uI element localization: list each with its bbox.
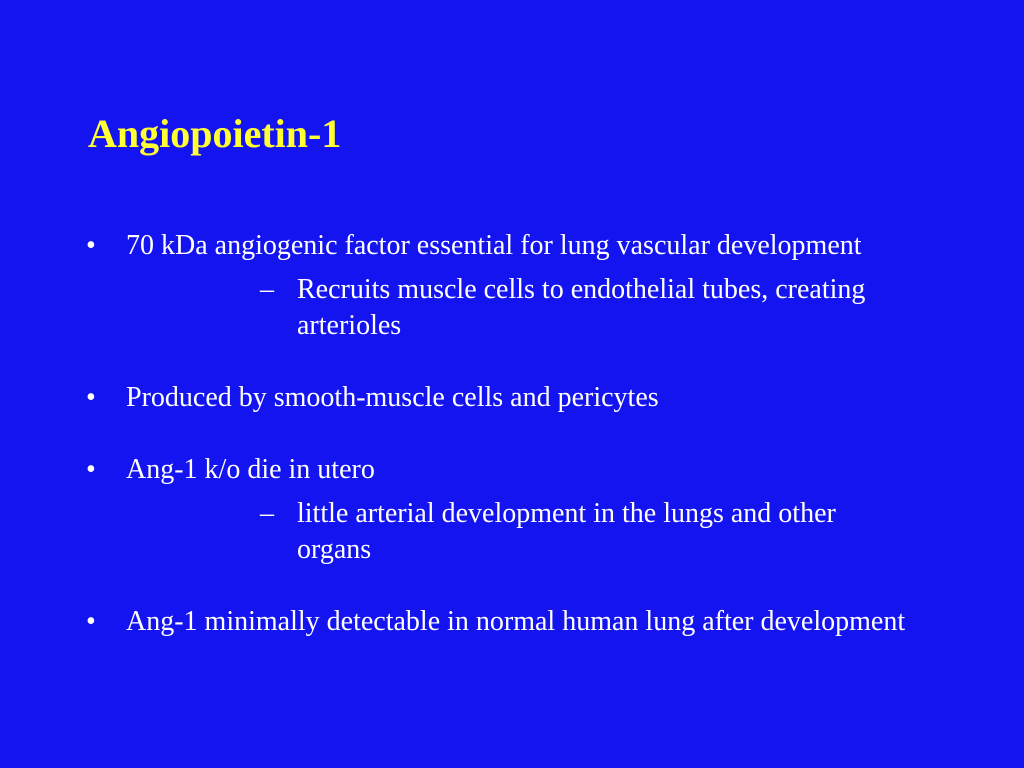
bullet-list: [0, 228, 1024, 640]
bullet-marker: •: [86, 382, 96, 413]
bullet-marker: •: [86, 606, 96, 637]
sub-bullet-text: little arterial development in the lungs and other organs: [297, 498, 836, 565]
sub-bullet-text: Recruits muscle cells to endothelial tubes, creating arterioles: [297, 274, 866, 341]
bullet-marker: •: [86, 230, 96, 261]
sub-bullet-marker: –: [260, 274, 274, 305]
sub-bullet-item: [126, 496, 944, 568]
sub-bullet-marker: –: [260, 498, 274, 529]
bullet-item: [0, 380, 1024, 416]
bullet-text: Ang-1 k/o die in utero: [126, 454, 375, 485]
slide-title: Angiopoietin-1: [88, 111, 342, 156]
bullet-text: Produced by smooth-muscle cells and pericytes: [126, 382, 659, 413]
bullet-text: 70 kDa angiogenic factor essential for lung vascular development: [126, 230, 862, 261]
bullet-marker: •: [86, 454, 96, 485]
sub-bullet-item: [126, 272, 944, 344]
bullet-item: [0, 452, 1024, 568]
bullet-item: [0, 604, 1024, 640]
bullet-item: [0, 228, 1024, 344]
bullet-text: Ang-1 minimally detectable in normal human lung after development: [126, 606, 906, 637]
